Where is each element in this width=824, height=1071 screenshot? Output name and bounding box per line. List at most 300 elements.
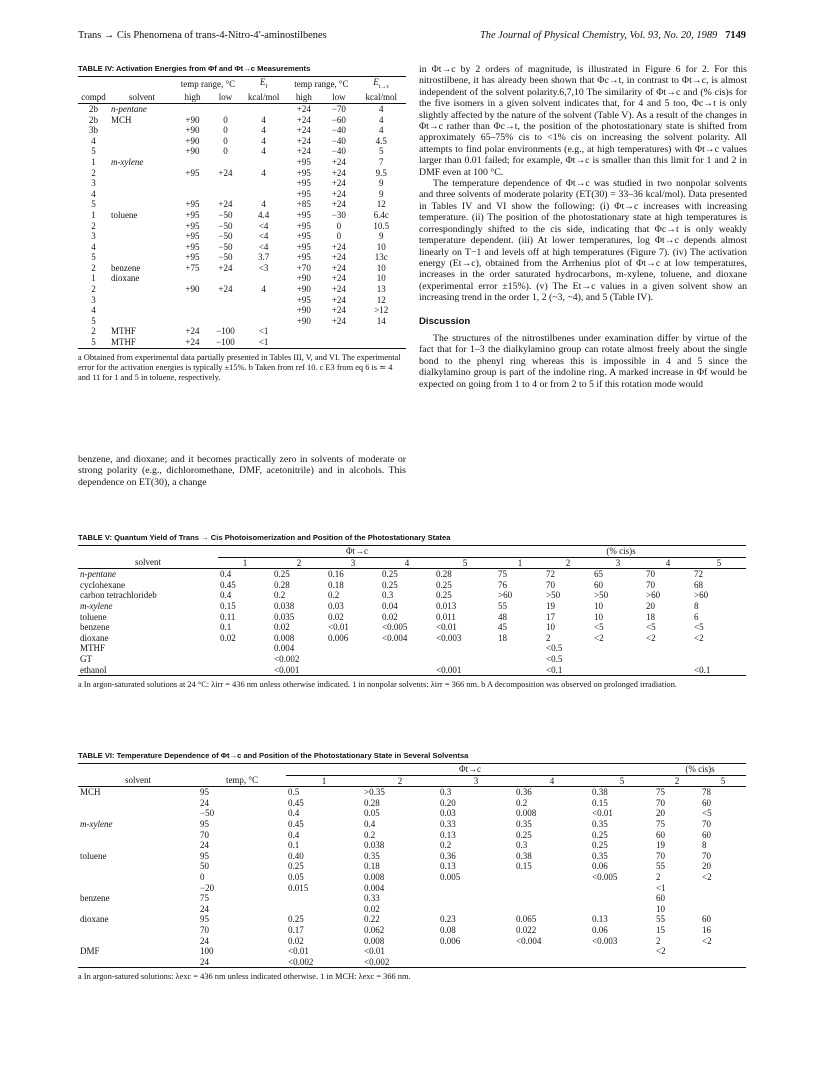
table-row xyxy=(78,633,746,644)
table-cell: +24 xyxy=(218,199,233,210)
table-cell xyxy=(438,904,514,915)
table-cell xyxy=(109,316,175,327)
table-row xyxy=(78,590,746,601)
table-row xyxy=(78,115,406,126)
table-cell: 0.2 xyxy=(274,590,286,601)
table-cell: <0.01 xyxy=(436,622,457,633)
table-iv-header-low: low xyxy=(332,92,346,103)
table-cell xyxy=(241,103,286,114)
table-cell xyxy=(592,654,644,665)
table-vi xyxy=(78,751,746,982)
table-cell xyxy=(109,284,175,295)
table-cell: 9 xyxy=(378,188,384,199)
table-cell: 50 xyxy=(200,861,209,872)
table-cell: 0.3 xyxy=(382,590,394,601)
table-cell xyxy=(78,830,198,841)
table-cell: 0 xyxy=(223,135,228,146)
table-cell: −40 xyxy=(331,135,346,146)
journal-name: The Journal of Physical Chemistry, Vol. 93, No. 20, 1989 xyxy=(479,30,718,41)
table-cell: dioxane xyxy=(110,273,140,284)
table-row xyxy=(78,808,746,819)
table-cell: 0.38 xyxy=(516,850,532,861)
table-cell: 9.5 xyxy=(375,167,387,178)
table-cell: 0.25 xyxy=(274,569,290,580)
table-vi-title: TABLE VI: Temperature Dependence of Φt→c and Position of the Photostationary State in Several Solventsa xyxy=(78,751,469,760)
table-cell: +95 xyxy=(296,294,311,305)
table-cell: 4 xyxy=(378,125,384,136)
table-cell: 0.013 xyxy=(436,600,457,611)
table-cell: 7 xyxy=(378,156,384,167)
table-cell xyxy=(514,893,590,904)
table-cell: 0.3 xyxy=(440,787,452,798)
table-cell xyxy=(175,316,210,327)
table-cell: <0.004 xyxy=(516,935,542,946)
table-cell: 24 xyxy=(200,840,209,851)
table-cell xyxy=(326,665,380,676)
table-row xyxy=(78,946,746,957)
table-cell: <5 xyxy=(702,808,712,819)
paragraph: The temperature dependence of Φt→c was studied in two nonpolar solvents and three solvents of moderate polarity (ET(30) = 33–36 kcal/mol). Data presented in Tables IV and VI show the following: (i) Φt→c increases with increasing temperature. (ii) The position of the photostationary state at high temperatures is correspondingly shifted to the cis side, indicating that Φc→t is only weakly temperature dependent. (iii) At lower temperatures, log Φt→c depends almost linearly on T−1 and levels off at high temperatures (Figure 7). (iv) The activation energy (Et→c), obtained from the Arrhenius plot of Φt→c at low temperatures, increases in the order saturated hydrocarbons, m-xylene, toluene, and dioxane (experimental error ±15%). (v) The Et→c values in a given solvent show an increasing trend in the order 1, 2 (~3, ~4), and 5 (Table IV). xyxy=(419,178,747,304)
table-cell xyxy=(78,840,198,851)
table-cell: <0.1 xyxy=(694,664,711,675)
table-cell: 0.06 xyxy=(592,924,608,935)
table-row xyxy=(78,654,746,665)
table-cell: 60 xyxy=(594,579,603,590)
table-cell: −30 xyxy=(331,209,346,220)
table-cell: cyclohexane xyxy=(80,579,125,590)
table-cell: 4 xyxy=(378,114,384,125)
table-cell: >50 xyxy=(594,590,609,601)
table-cell: 95 xyxy=(200,818,209,829)
table-cell xyxy=(109,231,175,242)
table-cell: 20 xyxy=(702,861,711,872)
table-cell: 3 xyxy=(91,178,96,189)
table-cell: 1 xyxy=(91,156,96,167)
table-cell: 5 xyxy=(91,315,96,326)
table-cell xyxy=(78,904,198,915)
table-cell: 0.038 xyxy=(274,600,295,611)
table-cell: <0.002 xyxy=(364,956,390,967)
table-cell: 75 xyxy=(656,818,665,829)
table-cell xyxy=(210,157,241,168)
table-cell: 0.25 xyxy=(436,590,452,601)
table-cell: 0.11 xyxy=(220,611,236,622)
table-cell xyxy=(644,643,692,654)
table-cell: 0.05 xyxy=(364,808,380,819)
table-cell: 3b xyxy=(88,125,98,136)
table-cell xyxy=(321,337,356,348)
table-cell: 0.35 xyxy=(592,818,608,829)
table-cell: +24 xyxy=(331,188,346,199)
table-cell: 15 xyxy=(656,924,665,935)
table-v xyxy=(78,533,746,690)
table-cell: 0.5 xyxy=(288,787,300,798)
table-cell: dioxane xyxy=(80,914,109,925)
table-cell: 55 xyxy=(656,861,665,872)
table-row xyxy=(78,242,406,253)
table-cell: 0.062 xyxy=(364,924,385,935)
table-row xyxy=(78,210,406,221)
table-row xyxy=(78,178,406,189)
table-cell: 4 xyxy=(261,114,266,125)
table-cell: 2 xyxy=(91,220,96,231)
table-cell: <5 xyxy=(694,622,704,633)
table-cell: 0.20 xyxy=(440,797,456,808)
table-row xyxy=(78,136,406,147)
table-cell: 55 xyxy=(656,914,665,925)
table-cell: 45 xyxy=(498,622,507,633)
table-cell: 8 xyxy=(702,840,707,851)
table-cell xyxy=(592,665,644,676)
table-cell xyxy=(514,883,590,894)
table-cell: 8 xyxy=(694,600,699,611)
table-cell: 60 xyxy=(702,829,711,840)
table-cell: 0.2 xyxy=(516,797,528,808)
table-cell: 18 xyxy=(646,611,655,622)
table-cell xyxy=(78,883,198,894)
table-row xyxy=(78,936,746,947)
table-cell: 4 xyxy=(261,199,266,210)
table-row xyxy=(78,295,406,306)
table-row xyxy=(78,284,406,295)
table-cell: 16 xyxy=(702,924,711,935)
table-cell: 0 xyxy=(336,220,342,231)
table-cell: 0.13 xyxy=(440,861,456,872)
table-vi-header-solvent: solvent xyxy=(125,775,151,786)
table-row xyxy=(78,893,746,904)
table-cell: 0.008 xyxy=(516,808,537,819)
table-cell: 70 xyxy=(656,797,665,808)
table-cell: +75 xyxy=(185,262,200,273)
table-cell xyxy=(241,178,286,189)
table-cell: −60 xyxy=(331,114,346,125)
table-row xyxy=(78,914,746,925)
table-cell xyxy=(210,189,241,200)
table-cell: 4.5 xyxy=(375,135,387,146)
table-v-header-col: 5 xyxy=(716,557,722,568)
table-cell: 0.16 xyxy=(328,569,344,580)
table-cell xyxy=(109,125,175,136)
table-cell: 0.25 xyxy=(382,579,398,590)
table-cell: 0.13 xyxy=(592,914,608,925)
table-cell: 0.28 xyxy=(274,579,290,590)
table-cell: 2 xyxy=(91,262,96,273)
table-cell: carbon tetrachlorideb xyxy=(80,590,157,601)
table-cell: <0.001 xyxy=(436,664,462,675)
table-cell: 0.065 xyxy=(516,914,537,925)
table-cell: +90 xyxy=(296,305,311,316)
table-cell: −50 xyxy=(218,252,233,263)
table-cell: −50 xyxy=(218,231,233,242)
table-row xyxy=(78,157,406,168)
table-cell: 0.022 xyxy=(516,924,537,935)
table-cell xyxy=(356,326,406,337)
table-cell xyxy=(286,893,362,904)
table-cell: −50 xyxy=(218,209,233,220)
table-cell: 18 xyxy=(498,632,507,643)
table-row xyxy=(78,883,746,894)
table-cell: <2 xyxy=(694,632,704,643)
table-cell xyxy=(218,665,272,676)
table-cell xyxy=(438,883,514,894)
table-cell: 70 xyxy=(702,818,711,829)
table-row xyxy=(78,273,406,284)
table-cell xyxy=(78,798,198,809)
table-cell: 70 xyxy=(646,569,655,580)
table-cell: 0.4 xyxy=(288,829,300,840)
table-iv-header-high: high xyxy=(184,92,201,103)
table-cell: 95 xyxy=(200,850,209,861)
table-row xyxy=(78,316,406,327)
table-cell: +95 xyxy=(296,252,311,263)
table-v-header-col: 1 xyxy=(242,557,248,568)
table-cell: DMF xyxy=(80,946,100,957)
table-iv-header-low: low xyxy=(218,92,233,103)
table-cell: 0.45 xyxy=(220,579,236,590)
table-cell: +24 xyxy=(296,135,311,146)
table-cell: +90 xyxy=(185,114,200,125)
table-cell: toluene xyxy=(110,209,138,220)
table-cell xyxy=(496,643,544,654)
table-iv-header-etc: $E_{t\to c}$ xyxy=(373,77,390,90)
table-cell xyxy=(109,189,175,200)
table-cell xyxy=(654,957,700,968)
section-heading: Discussion xyxy=(419,315,471,327)
table-cell xyxy=(210,316,241,327)
table-cell: <0.5 xyxy=(546,653,563,664)
table-cell: +90 xyxy=(296,284,311,295)
table-cell: 0.33 xyxy=(440,818,456,829)
table-cell: 6.4c xyxy=(373,209,389,220)
table-cell: 0.03 xyxy=(440,808,456,819)
table-cell: 70 xyxy=(546,579,555,590)
table-cell: 70 xyxy=(200,924,209,935)
table-cell xyxy=(434,643,496,654)
table-cell: 95 xyxy=(200,787,209,798)
table-cell xyxy=(175,157,210,168)
table-cell: 0.1 xyxy=(220,622,232,633)
table-cell: 75 xyxy=(200,893,209,904)
table-cell: 4 xyxy=(261,135,266,146)
table-cell: +95 xyxy=(185,167,200,178)
table-cell: +24 xyxy=(218,167,233,178)
table-cell: 12 xyxy=(376,199,386,210)
table-cell: 10 xyxy=(594,611,603,622)
table-cell: 55 xyxy=(498,600,507,611)
table-cell: 70 xyxy=(656,850,665,861)
table-cell: 75 xyxy=(656,787,665,798)
table-cell: 0.25 xyxy=(382,569,398,580)
table-vi-header-col: 5 xyxy=(619,775,625,786)
table-v-header-col: 3 xyxy=(350,557,356,568)
table-cell: +90 xyxy=(185,284,200,295)
table-cell xyxy=(109,168,175,179)
table-cell: 19 xyxy=(546,600,555,611)
table-cell: +90 xyxy=(296,315,311,326)
table-v-header-col: 1 xyxy=(517,557,523,568)
right-column xyxy=(419,64,747,390)
table-cell: 0.004 xyxy=(274,643,295,654)
table-cell xyxy=(175,273,210,284)
table-cell: 0.35 xyxy=(364,850,380,861)
table-cell: +24 xyxy=(331,199,346,210)
table-cell: 100 xyxy=(200,946,214,957)
table-cell: +24 xyxy=(185,326,200,337)
table-cell: 0.3 xyxy=(516,840,528,851)
table-cell xyxy=(109,199,175,210)
table-iv-footnote: a Obtained from experimental data partially presented in Tables III, V, and VI. The experimental error for the activation energies is typically ±15%. b Taken from ref 10. c E3 from eq 6 is ≃ 4 and 11 for 1 and 5 in toluene, respectively. xyxy=(78,352,401,382)
table-cell xyxy=(210,103,241,114)
table-row xyxy=(78,569,746,580)
table-cell xyxy=(109,221,175,232)
table-cell: −100 xyxy=(216,337,235,348)
table-cell: 0.038 xyxy=(364,840,385,851)
table-cell: 4 xyxy=(91,241,96,252)
table-cell: 0.36 xyxy=(440,850,456,861)
table-cell: 0 xyxy=(223,125,228,136)
table-cell: 24 xyxy=(200,956,209,967)
table-cell: 2 xyxy=(656,871,661,882)
table-iv-header-temp-range-1: temp range, °C xyxy=(180,79,236,90)
table-vi-header-col: 5 xyxy=(720,775,726,786)
table-row xyxy=(78,305,406,316)
table-cell: +90 xyxy=(185,125,200,136)
table-cell: 0.25 xyxy=(516,829,532,840)
table-cell: 0 xyxy=(223,114,228,125)
table-cell: 2 xyxy=(91,326,96,337)
table-cell: 0.45 xyxy=(288,797,304,808)
table-cell: 24 xyxy=(200,797,209,808)
table-cell: 0.05 xyxy=(288,871,304,882)
table-cell: m-xylene xyxy=(80,818,113,829)
table-cell: 0.35 xyxy=(592,850,608,861)
table-cell: <2 xyxy=(702,935,712,946)
table-vi-group-percent-cis: (% cis)s xyxy=(654,764,746,775)
table-cell xyxy=(692,643,746,654)
table-cell xyxy=(644,654,692,665)
table-cell: +95 xyxy=(185,209,200,220)
table-cell: 0.17 xyxy=(288,924,304,935)
table-cell: 48 xyxy=(498,611,507,622)
table-cell: 2b xyxy=(88,114,98,125)
table-cell: 17 xyxy=(546,611,555,622)
table-cell: 0.03 xyxy=(328,600,344,611)
table-cell: 3 xyxy=(91,294,96,305)
table-cell: 4 xyxy=(378,103,384,114)
table-cell: 0.008 xyxy=(364,935,385,946)
table-cell: +24 xyxy=(331,305,346,316)
table-row xyxy=(78,872,746,883)
table-v-group-percent-cis: (% cis)s xyxy=(496,546,746,557)
table-row xyxy=(78,231,406,242)
table-cell: +95 xyxy=(296,209,311,220)
table-cell: <3 xyxy=(258,262,269,273)
table-cell: MCH xyxy=(110,114,132,125)
table-cell: <4 xyxy=(258,231,269,242)
table-v-grid xyxy=(78,546,746,676)
table-cell xyxy=(590,893,654,904)
table-cell xyxy=(700,883,746,894)
table-cell xyxy=(592,643,644,654)
table-cell: 2 xyxy=(91,284,96,295)
table-row xyxy=(78,643,746,654)
table-cell: 10 xyxy=(376,273,386,284)
left-column-text: benzene, and dioxane; and it becomes practically zero in solvents of moderate or strong polarity (e.g., dichloromethane, DMF, acetonitrile) and in alcohols. This dependence on ET(30), a change xyxy=(78,454,406,488)
table-cell: 70 xyxy=(200,829,209,840)
table-cell: 0.18 xyxy=(364,861,380,872)
table-cell: MTHF xyxy=(110,337,136,348)
table-row xyxy=(78,168,406,179)
table-cell: 0.40 xyxy=(288,850,304,861)
table-row xyxy=(78,904,746,915)
table-cell xyxy=(210,178,241,189)
table-cell: <0.002 xyxy=(274,653,300,664)
table-cell xyxy=(175,189,210,200)
table-cell: 4 xyxy=(91,305,96,316)
table-cell xyxy=(175,305,210,316)
table-cell: 0.035 xyxy=(274,611,295,622)
table-cell: 0 xyxy=(223,146,228,157)
table-cell: <0.001 xyxy=(274,664,300,675)
table-row xyxy=(78,580,746,591)
table-cell: <4 xyxy=(258,241,269,252)
table-vi-header-col: 4 xyxy=(549,775,555,786)
table-v-header-col: 2 xyxy=(565,557,571,568)
table-row xyxy=(78,326,406,337)
table-vi-header-col: 2 xyxy=(397,775,403,786)
table-cell xyxy=(692,654,746,665)
table-cell: 1 xyxy=(91,273,96,284)
table-cell: −40 xyxy=(331,125,346,136)
table-cell: <2 xyxy=(646,632,656,643)
table-cell: 13c xyxy=(374,252,388,263)
table-cell: 10.5 xyxy=(373,220,390,231)
table-cell: +95 xyxy=(296,220,311,231)
table-cell: toluene xyxy=(80,611,107,622)
table-cell: −50 xyxy=(218,220,233,231)
table-cell: +90 xyxy=(185,135,200,146)
table-cell: 0.25 xyxy=(592,840,608,851)
table-cell xyxy=(78,808,198,819)
table-cell xyxy=(590,904,654,915)
table-cell: 0.4 xyxy=(288,808,300,819)
table-cell: +90 xyxy=(185,146,200,157)
table-row xyxy=(78,601,746,612)
table-cell xyxy=(218,643,272,654)
table-vi-grid xyxy=(78,764,746,968)
table-cell: 0.45 xyxy=(288,818,304,829)
table-iv-grid xyxy=(78,77,406,349)
table-v-footnote: a In argon-saturated solutions at 24 °C: λirr = 436 nm unless otherwise indicated. 1 in nonpolar solvents: λirr = 366 nm. b A decomposition was observed on prolonged irradiation. xyxy=(78,680,678,690)
table-iv-header-compd: compd xyxy=(81,92,106,103)
table-cell: +95 xyxy=(185,252,200,263)
table-v-header-col: 5 xyxy=(462,557,468,568)
table-cell xyxy=(590,883,654,894)
table-cell: 0 xyxy=(200,871,205,882)
table-cell xyxy=(700,957,746,968)
table-cell: +95 xyxy=(296,188,311,199)
table-vi-body xyxy=(78,787,746,968)
table-cell: +24 xyxy=(331,315,346,326)
table-v-header-col: 4 xyxy=(404,557,410,568)
table-cell xyxy=(700,893,746,904)
article-running-title: Trans → Cis Phenomena of trans-4-Nitro-4′-aminostilbenes xyxy=(78,30,327,41)
table-cell: 0.38 xyxy=(592,787,608,798)
table-cell xyxy=(380,665,434,676)
table-cell xyxy=(380,643,434,654)
table-cell: 0.25 xyxy=(288,861,304,872)
table-cell: 10 xyxy=(546,622,555,633)
